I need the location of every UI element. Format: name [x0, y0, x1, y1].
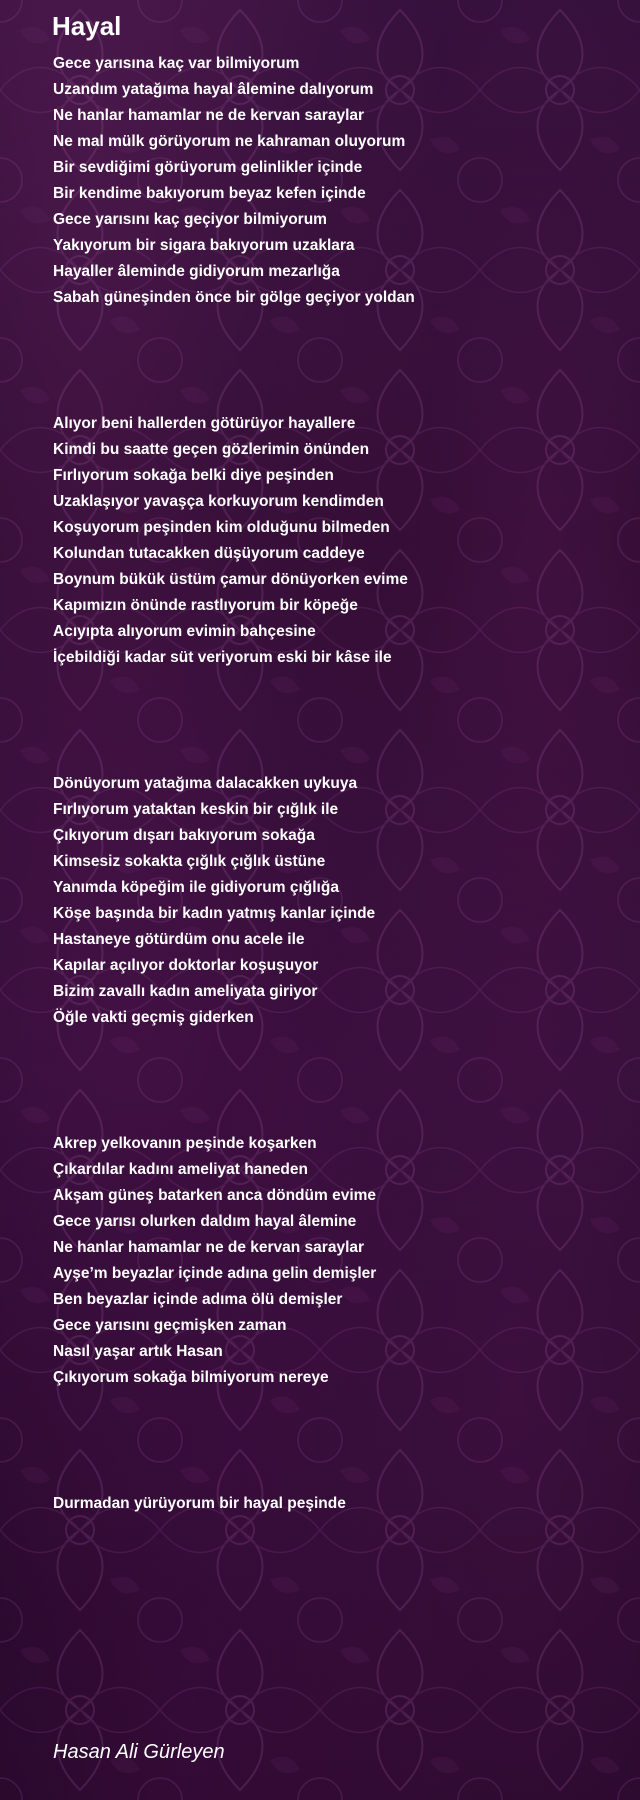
- poem-line: Acıyıpta alıyorum evimin bahçesine: [53, 623, 316, 640]
- poem-line: Uzaklaşıyor yavaşça korkuyorum kendimden: [53, 493, 384, 510]
- poem-title: Hayal: [52, 11, 122, 41]
- poem-line: Ayşe’m beyazlar içinde adına gelin demişler: [53, 1265, 377, 1282]
- poem-line: Gece yarısı olurken daldım hayal âlemine: [53, 1213, 357, 1230]
- poem-line: Kapımızın önünde rastlıyorum bir köpeğe: [53, 597, 358, 614]
- stanza-4: [53, 1131, 613, 1391]
- poem-line: İçebildiği kadar süt veriyorum eski bir kâse ile: [53, 649, 392, 666]
- poem-line: Akşam güneş batarken anca döndüm evime: [53, 1187, 377, 1204]
- poem-line: Köşe başında bir kadın yatmış kanlar içinde: [53, 905, 376, 922]
- poem-line: Ne hanlar hamamlar ne de kervan saraylar: [53, 1239, 365, 1256]
- poem-line: Gece yarısını kaç geçiyor bilmiyorum: [53, 211, 327, 228]
- poem-line: Kimsesiz sokakta çığlık çığlık üstüne: [53, 853, 326, 870]
- poem-line: Dönüyorum yatağıma dalacakken uykuya: [53, 775, 358, 792]
- poem-line: Fırlıyorum sokağa belki diye peşinden: [53, 467, 334, 484]
- poem-line: Hastaneye götürdüm onu acele ile: [53, 931, 305, 948]
- stanza-2: [53, 411, 613, 671]
- poem-line: Gece yarısına kaç var bilmiyorum: [53, 55, 300, 72]
- stanza-5: [53, 1491, 613, 1517]
- poem-line: Bizim zavallı kadın ameliyata giriyor: [53, 983, 318, 1000]
- poem-line: Alıyor beni hallerden götürüyor hayallere: [53, 415, 356, 432]
- poem-line: Sabah güneşinden önce bir gölge geçiyor yoldan: [53, 289, 415, 306]
- poem-line: Kapılar açılıyor doktorlar koşuşuyor: [53, 957, 319, 974]
- poem-line: Durmadan yürüyorum bir hayal peşinde: [53, 1495, 346, 1512]
- poem-line: Hayaller âleminde gidiyorum mezarlığa: [53, 263, 340, 280]
- poem-author: Hasan Ali Gürleyen: [53, 1741, 225, 1763]
- poem-line: Bir sevdiğimi görüyorum gelinlikler içinde: [53, 159, 363, 176]
- poem-line: Ne mal mülk görüyorum ne kahraman oluyorum: [53, 133, 406, 150]
- poem-line: Akrep yelkovanın peşinde koşarken: [53, 1135, 317, 1152]
- poem-line: Fırlıyorum yataktan keskin bir çığlık ile: [53, 801, 339, 818]
- poem-line: Çıkıyorum dışarı bakıyorum sokağa: [53, 827, 315, 844]
- stanza-3: [53, 771, 613, 1031]
- poem-line: Öğle vakti geçmiş giderken: [53, 1009, 254, 1026]
- poem-line: Gece yarısını geçmişken zaman: [53, 1317, 287, 1334]
- poem-line: Uzandım yatağıma hayal âlemine dalıyorum: [53, 81, 374, 98]
- poem-line: Ne hanlar hamamlar ne de kervan saraylar: [53, 107, 365, 124]
- poem-line: Yanımda köpeğim ile gidiyorum çığlığa: [53, 879, 339, 896]
- poem-line: Ben beyazlar içinde adıma ölü demişler: [53, 1291, 343, 1308]
- poem-line: Çıkıyorum sokağa bilmiyorum nereye: [53, 1369, 329, 1386]
- stanza-1: [53, 51, 613, 311]
- poem-line: Kolundan tutacakken düşüyorum caddeye: [53, 545, 365, 562]
- poem-line: Bir kendime bakıyorum beyaz kefen içinde: [53, 185, 366, 202]
- poem-line: Çıkardılar kadını ameliyat haneden: [53, 1161, 308, 1178]
- poem-line: Kimdi bu saatte geçen gözlerimin önünden: [53, 441, 370, 458]
- poem-line: Boynum bükük üstüm çamur dönüyorken evime: [53, 571, 408, 588]
- poem-line: Nasıl yaşar artık Hasan: [53, 1343, 223, 1360]
- poem-line: Yakıyorum bir sigara bakıyorum uzaklara: [53, 237, 355, 254]
- poem-line: Koşuyorum peşinden kim olduğunu bilmeden: [53, 519, 390, 536]
